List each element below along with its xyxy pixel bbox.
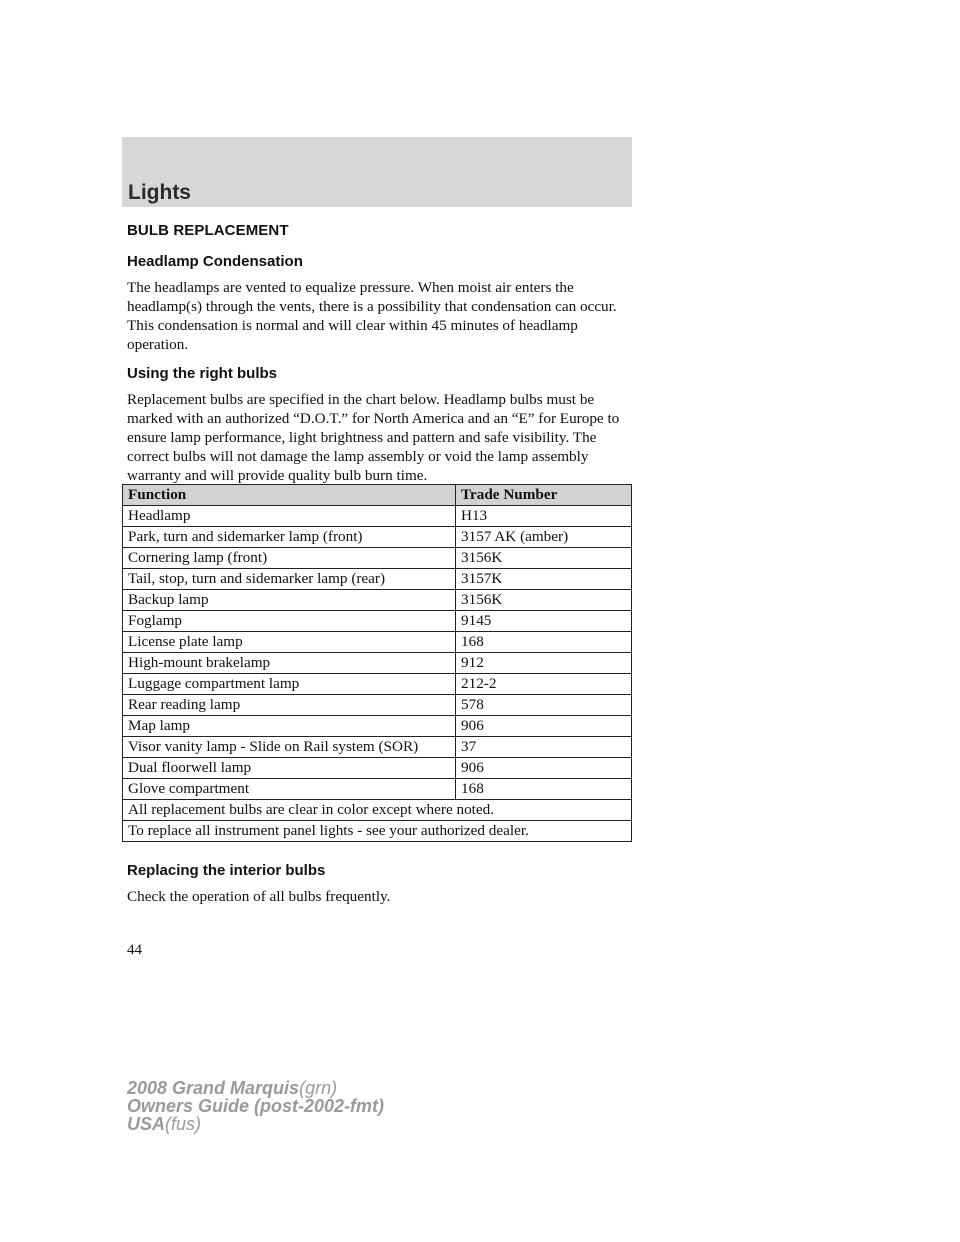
trade-number-cell: 3156K [456, 590, 632, 611]
column-header-trade-number: Trade Number [456, 485, 632, 506]
trade-number-cell: 37 [456, 737, 632, 758]
footer-market: USA [127, 1114, 166, 1134]
table-row [123, 569, 632, 590]
chapter-title: Lights [128, 181, 191, 204]
chapter-header-band [122, 137, 632, 207]
footer-line-market [127, 1115, 384, 1133]
condensation-heading: Headlamp Condensation [127, 253, 303, 270]
table-row [123, 779, 632, 800]
footer-market-code: (fus) [165, 1114, 202, 1134]
footer-guide: Owners Guide (post-2002-fmt) [127, 1096, 385, 1116]
table-row [123, 674, 632, 695]
table-row [123, 737, 632, 758]
document-footer [127, 1079, 384, 1133]
function-cell: Rear reading lamp [123, 695, 456, 716]
trade-number-cell: 906 [456, 716, 632, 737]
function-cell: Park, turn and sidemarker lamp (front) [123, 527, 456, 548]
trade-number-cell: 912 [456, 653, 632, 674]
function-cell: License plate lamp [123, 632, 456, 653]
trade-number-cell: 168 [456, 779, 632, 800]
trade-number-cell: 212-2 [456, 674, 632, 695]
trade-number-cell: 168 [456, 632, 632, 653]
function-cell: Luggage compartment lamp [123, 674, 456, 695]
trade-number-cell: 3157 AK (amber) [456, 527, 632, 548]
table-row [123, 611, 632, 632]
function-cell: Glove compartment [123, 779, 456, 800]
column-header-function: Function [123, 485, 456, 506]
table-row [123, 716, 632, 737]
right-bulbs-heading: Using the right bulbs [127, 365, 277, 382]
table-header-row [123, 485, 632, 506]
trade-number-cell: 3156K [456, 548, 632, 569]
table-row [123, 548, 632, 569]
table-row [123, 653, 632, 674]
footer-model-code: (grn) [299, 1078, 338, 1098]
bulb-table [122, 484, 632, 842]
table-note-row [123, 800, 632, 821]
footer-model: 2008 Grand Marquis [127, 1078, 300, 1098]
main-content [127, 222, 632, 496]
interior-paragraph: Check the operation of all bulbs frequently. [127, 888, 391, 905]
table-row [123, 527, 632, 548]
right-bulbs-paragraph: Replacement bulbs are specified in the chart below. Headlamp bulbs must be marked with an authorized “D.O.T.” for North America and an “E” for Europe to ensure lamp performance, light brightness and pattern and safe visibility. The correct bulbs will not damage the lamp assembly or void the lamp assembly warranty and will provide quality bulb burn time. [127, 391, 620, 484]
footer-line-model [127, 1079, 384, 1097]
table-row [123, 695, 632, 716]
interior-heading: Replacing the interior bulbs [127, 862, 326, 879]
function-cell: Visor vanity lamp - Slide on Rail system (SOR) [123, 737, 456, 758]
trade-number-cell: 9145 [456, 611, 632, 632]
interior-section [127, 862, 632, 917]
condensation-paragraph: The headlamps are vented to equalize pressure. When moist air enters the headlamp(s) through the vents, there is a possibility that condensation can occur. This condensation is normal and will clear within 45 minutes of headlamp operation. [127, 279, 617, 353]
trade-number-cell: 578 [456, 695, 632, 716]
function-cell: High-mount brakelamp [123, 653, 456, 674]
function-cell: Headlamp [123, 506, 456, 527]
table-note: To replace all instrument panel lights - see your authorized dealer. [123, 821, 632, 842]
section-title: BULB REPLACEMENT [127, 222, 289, 239]
table-row [123, 758, 632, 779]
trade-number-cell: 906 [456, 758, 632, 779]
page-number: 44 [127, 942, 142, 958]
function-cell: Foglamp [123, 611, 456, 632]
trade-number-cell: 3157K [456, 569, 632, 590]
function-cell: Tail, stop, turn and sidemarker lamp (rear) [123, 569, 456, 590]
table-note-row [123, 821, 632, 842]
table-note: All replacement bulbs are clear in color except where noted. [123, 800, 632, 821]
function-cell: Cornering lamp (front) [123, 548, 456, 569]
function-cell: Map lamp [123, 716, 456, 737]
table-row [123, 506, 632, 527]
table-row [123, 632, 632, 653]
function-cell: Dual floorwell lamp [123, 758, 456, 779]
function-cell: Backup lamp [123, 590, 456, 611]
table-row [123, 590, 632, 611]
trade-number-cell: H13 [456, 506, 632, 527]
